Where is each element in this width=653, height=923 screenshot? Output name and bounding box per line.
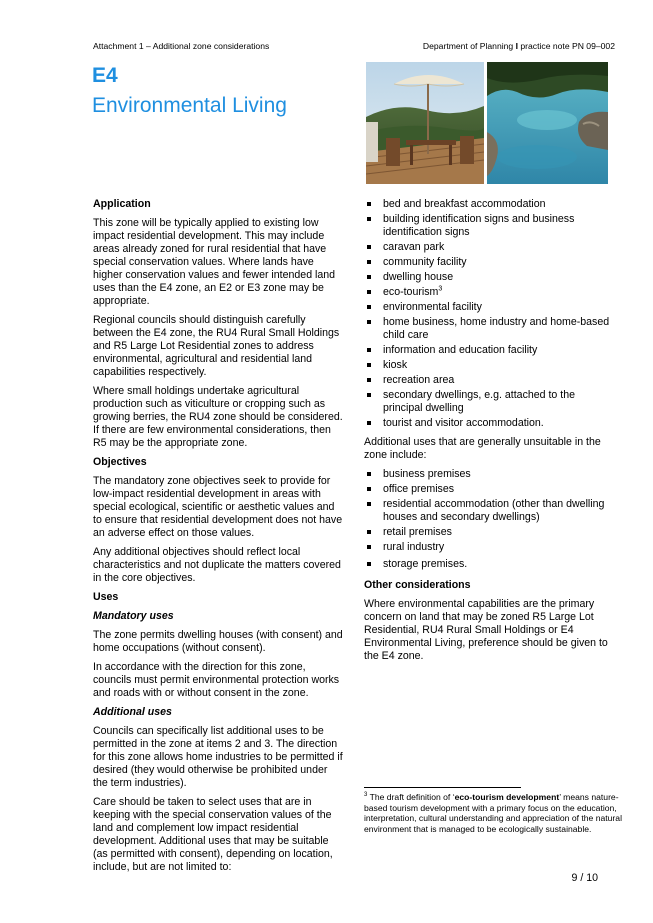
list-item: tourist and visitor accommodation. <box>364 417 614 430</box>
list-item: office premises <box>364 483 614 496</box>
mandatory-uses-paragraph-2: In accordance with the direction for this zone, councils must permit environmental protection works and roads with or without consent in the zone. <box>93 661 340 699</box>
footnote <box>364 792 626 834</box>
mandatory-uses-heading: Mandatory uses <box>93 610 174 622</box>
zone-name-title: Environmental Living <box>92 94 287 117</box>
zone-code-title: E4 <box>92 64 118 87</box>
page-number: 9 / 10 <box>571 872 598 884</box>
uses-heading: Uses <box>93 591 119 603</box>
header-separator: I <box>515 41 518 51</box>
left-column <box>93 198 343 880</box>
other-considerations-paragraph: Where environmental capabilities are the primary concern on land that may be zoned R5 Large Lot Residential, RU4 Rural Small Holdings or E4 Environmental Living, preference should be given to the E4 zone. <box>364 598 608 662</box>
additional-uses-paragraph-1: Councils can specifically list additional uses to be permitted in the zone at items 2 and 3. The direction for this zone allows home industries to be permitted if desired (they would otherwise be prohibited under the term industries). <box>93 725 343 789</box>
list-item: rural industry <box>364 541 614 554</box>
list-item: retail premises <box>364 526 614 539</box>
application-paragraph-1: This zone will be typically applied to existing low impact residential development. This may include areas already zoned for rural residential that have special conservation values. Where lands have higher conservation values and fewer intended land uses than the E4 zone, an E2 or E3 zone may be appropriate. <box>93 217 336 307</box>
page-header-right <box>423 41 615 51</box>
unsuitable-uses-intro: Additional uses that are generally unsuitable in the zone include: <box>364 436 601 461</box>
list-item: storage premises. <box>364 558 614 571</box>
list-item: secondary dwellings, e.g. attached to the principal dwelling <box>364 389 614 415</box>
list-item: environmental facility <box>364 301 614 314</box>
footnote-text-post: ’ means nature-based tourism development with a primary focus on the education, interpretation, cultural understanding and appreciation of the natural environment that is managed to be ecologically sustainable. <box>364 792 622 834</box>
right-column <box>364 198 614 669</box>
application-paragraph-2: Regional councils should distinguish carefully between the E4 zone, the RU4 Rural Small Holdings and R5 Large Lot Residential zones to address environmental, agricultural and residential land capabilities respectively. <box>93 314 340 378</box>
list-item: home business, home industry and home-based child care <box>364 316 614 342</box>
objectives-heading: Objectives <box>93 456 147 468</box>
coastal-inlet-photo <box>487 62 608 184</box>
deck-umbrella-photo <box>366 62 484 184</box>
objectives-paragraph-2: Any additional objectives should reflect local characteristics and not duplicate the matters covered in the core objectives. <box>93 546 341 584</box>
footnote-number: 3 <box>364 792 368 799</box>
list-item: dwelling house <box>364 271 614 284</box>
list-item: business premises <box>364 468 614 481</box>
additional-uses-paragraph-2: Care should be taken to select uses that are in keeping with the special conservation values of the land and complement low impact residential development. Additional uses that may be suitable (as permitted with consent), depending on location, include, but are not limited to: <box>93 796 333 873</box>
suitable-uses-list <box>364 198 614 430</box>
list-item: recreation area <box>364 374 614 387</box>
unsuitable-uses-list <box>364 468 614 571</box>
footnote-term: eco-tourism development <box>454 792 560 802</box>
list-item: building identification signs and business identification signs <box>364 213 614 239</box>
footnote-text-pre: The draft definition of ‘ <box>369 792 455 802</box>
mandatory-uses-paragraph-1: The zone permits dwelling houses (with consent) and home occupations (without consent). <box>93 629 343 654</box>
header-department: Department of Planning <box>422 41 514 51</box>
eco-tourism-label: eco-tourism <box>383 286 439 298</box>
other-considerations-heading: Other considerations <box>364 579 471 591</box>
list-item: information and education facility <box>364 344 614 357</box>
additional-uses-heading: Additional uses <box>93 706 172 718</box>
footnote-ref: 3 <box>438 285 443 293</box>
list-item: community facility <box>364 256 614 269</box>
application-paragraph-3: Where small holdings undertake agricultural production such as viticulture or cropping such as growing berries, the RU4 zone should be considered. If there are few environmental considerations, then R5 may be the appropriate zone. <box>93 385 343 449</box>
header-practice-note: practice note PN 09–002 <box>520 41 615 51</box>
application-heading: Application <box>93 198 151 210</box>
list-item: kiosk <box>364 359 614 372</box>
objectives-paragraph-1: The mandatory zone objectives seek to provide for low-impact residential development in areas with special ecological, scientific or aesthetic values and to ensure that residential development does not have an adverse effect on those values. <box>93 475 343 539</box>
footnote-divider <box>364 787 521 788</box>
list-item: residential accommodation (other than dwelling houses and secondary dwellings) <box>364 498 614 524</box>
list-item: bed and breakfast accommodation <box>364 198 614 211</box>
list-item: caravan park <box>364 241 614 254</box>
list-item <box>364 286 614 299</box>
page-header-left: Attachment 1 – Additional zone considerations <box>93 41 270 51</box>
